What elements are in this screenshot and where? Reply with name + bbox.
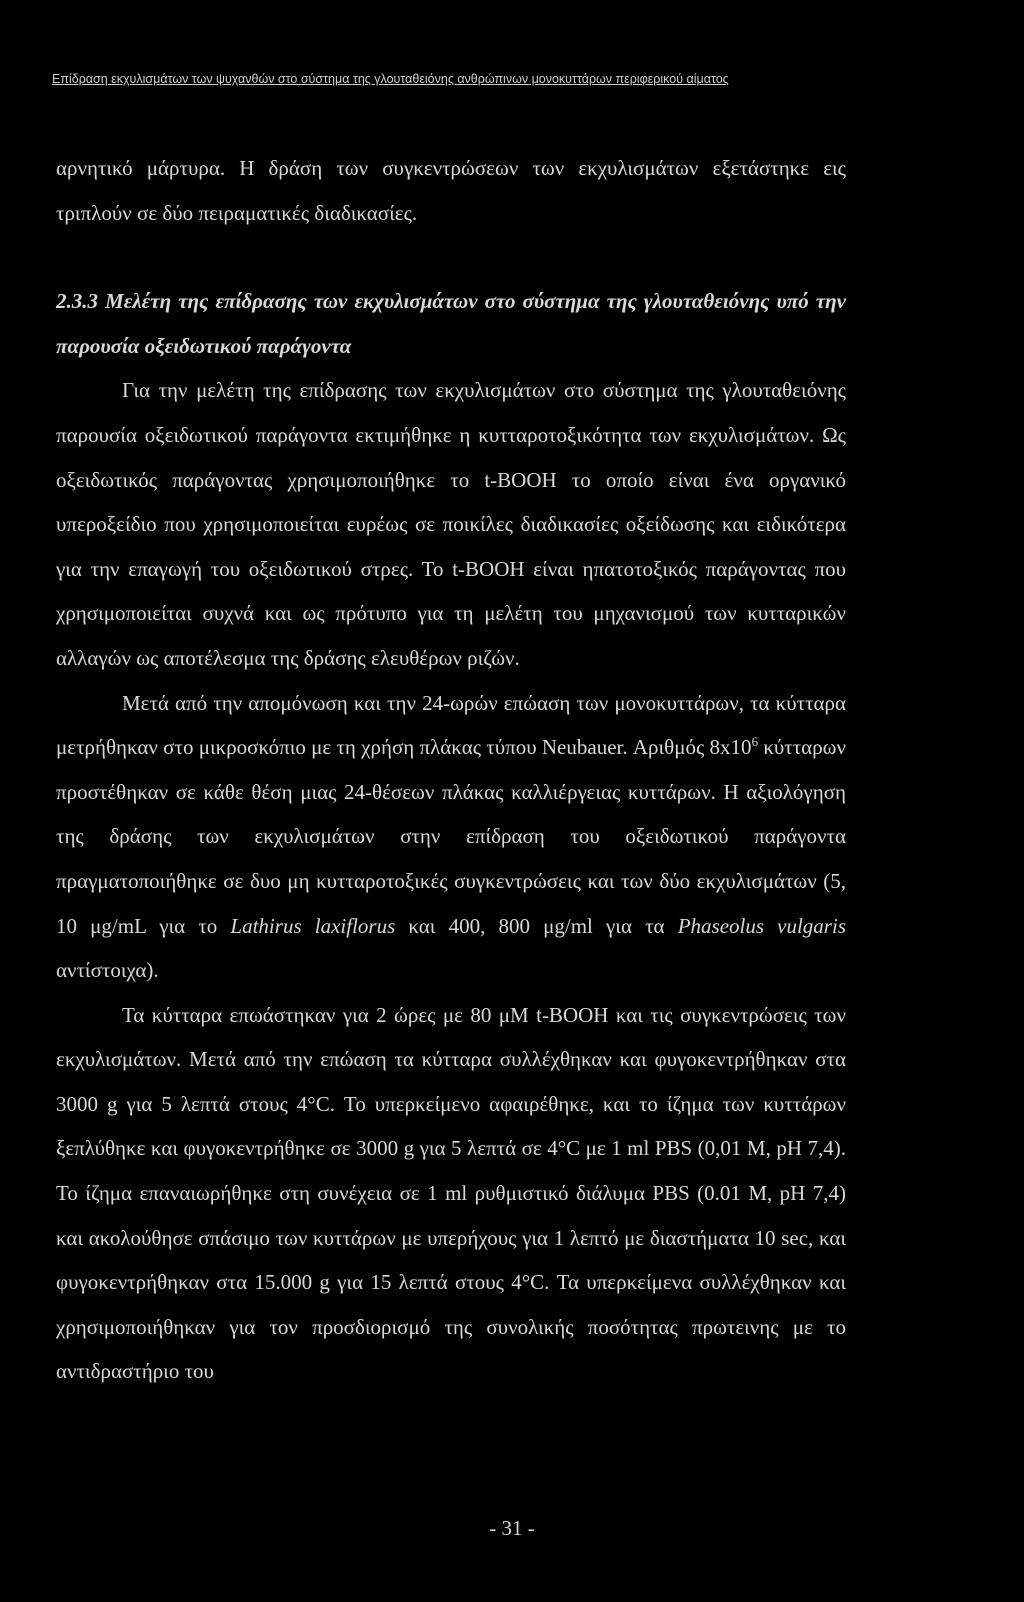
document-body (56, 146, 846, 1394)
section-heading: 2.3.3 Μελέτη της επίδρασης των εκχυλισμάτων στο σύστημα της γλουταθειόνης υπό την παρουσία οξειδωτικού παράγοντα (56, 289, 846, 358)
species-name-italic: Phaseolus vulgaris (677, 913, 846, 938)
superscript-exponent: 6 (751, 734, 759, 750)
text-run: κύτταρων προστέθηκαν σε κάθε θέση μιας 24-θέσεων πλάκας καλλιέργειας κυττάρων. Η αξιολόγηση της δράσης των εκχυλισμάτων στην επίδραση του οξειδωτικού παράγοντα πραγματοποιήθηκε σε δυο μη κυτταροτοξικές συγκεντρώσεις και των δύο εκχυλισμάτων (5, 10 μg/mL για το (56, 735, 846, 938)
paragraph-incubation: Τα κύτταρα επωάστηκαν για 2 ώρες με 80 μM t-BOOH και τις συγκεντρώσεις των εκχυλισμάτων. Μετά από την επώαση τα κύτταρα συλλέχθηκαν και φυγοκεντρήθηκαν στα 3000 g για 5 λεπτά στους 4°C. Το υπερκείμενο αφαιρέθηκε, και το ίζημα των κυττάρων ξεπλύθηκε και φυγοκεντρήθηκε σε 3000 g για 5 λεπτά σε 4°C με 1 ml PBS (0,01 M, pH 7,4). Το ίζημα επαναιωρήθηκε στη συνέχεια σε 1 ml ρυθμιστικό διάλυμα PBS (0.01 M, pH 7,4) και ακολούθησε σπάσιμο των κυττάρων με υπερήχους για 1 λεπτό με διαστήματα 10 sec, και φυγοκεντρήθηκαν στα 15.000 g για 15 λεπτά στους 4°C. Τα υπερκείμενα συλλέχθηκαν και χρησιμοποιήθηκαν για τον προσδιορισμό της συνολικής ποσότητας πρωτεινης με το αντιδραστήριο του (56, 1002, 846, 1384)
species-name-italic: Lathirus laxiflorus (230, 913, 396, 938)
paragraph-oxidative-agent: Για την μελέτη της επίδρασης των εκχυλισμάτων στο σύστημα της γλουταθειόνης παρουσία οξειδωτικού παράγοντα εκτιμήθηκε η κυτταροτοξικότητα των εκχυλισμάτων. Ως οξειδωτικός παράγοντας χρησιμοποιήθηκε το t-BOOH το οποίο είναι ένα οργανικό υπεροξείδιο που χρησιμοποιείται ευρέως σε ποικίλες διαδικασίες οξείδωσης και ειδικότερα για την επαγωγή του οξειδωτικού στρες. Το t-BOOH είναι ηπατοτοξικός παράγοντας που χρησιμοποιείται συχνά και ως πρότυπο για τη μελέτη του μηχανισμού των κυτταρικών αλλαγών ως αποτέλεσμα της δράσης ελευθέρων ριζών. (56, 378, 846, 670)
text-run: και 400, 800 μg/ml για τα (395, 913, 678, 938)
running-header: Επίδραση εκχυλισμάτων των ψυχανθών στο σύστημα της γλουταθειόνης ανθρώπινων μονοκυττάρων περιφερικού αίματος (52, 72, 729, 86)
page-number: - 31 - (489, 1516, 535, 1540)
paragraph-gap (56, 235, 846, 279)
paragraph-cell-isolation (56, 681, 846, 993)
text-run: αντίστοιχα). (56, 958, 159, 983)
paragraph-continued: αρνητικό μάρτυρα. Η δράση των συγκεντρώσεων των εκχυλισμάτων εξετάστηκε εις τριπλούν σε δύο πειραματικές διαδικασίες. (56, 156, 846, 225)
text-run: Μετά από την απομόνωση και την 24-ωρών επώαση των μονοκυττάρων, τα κύτταρα μετρήθηκαν στο μικροσκόπιο με τη χρήση πλάκας τύπου Neubauer. Αριθμός 8x10 (56, 690, 846, 760)
